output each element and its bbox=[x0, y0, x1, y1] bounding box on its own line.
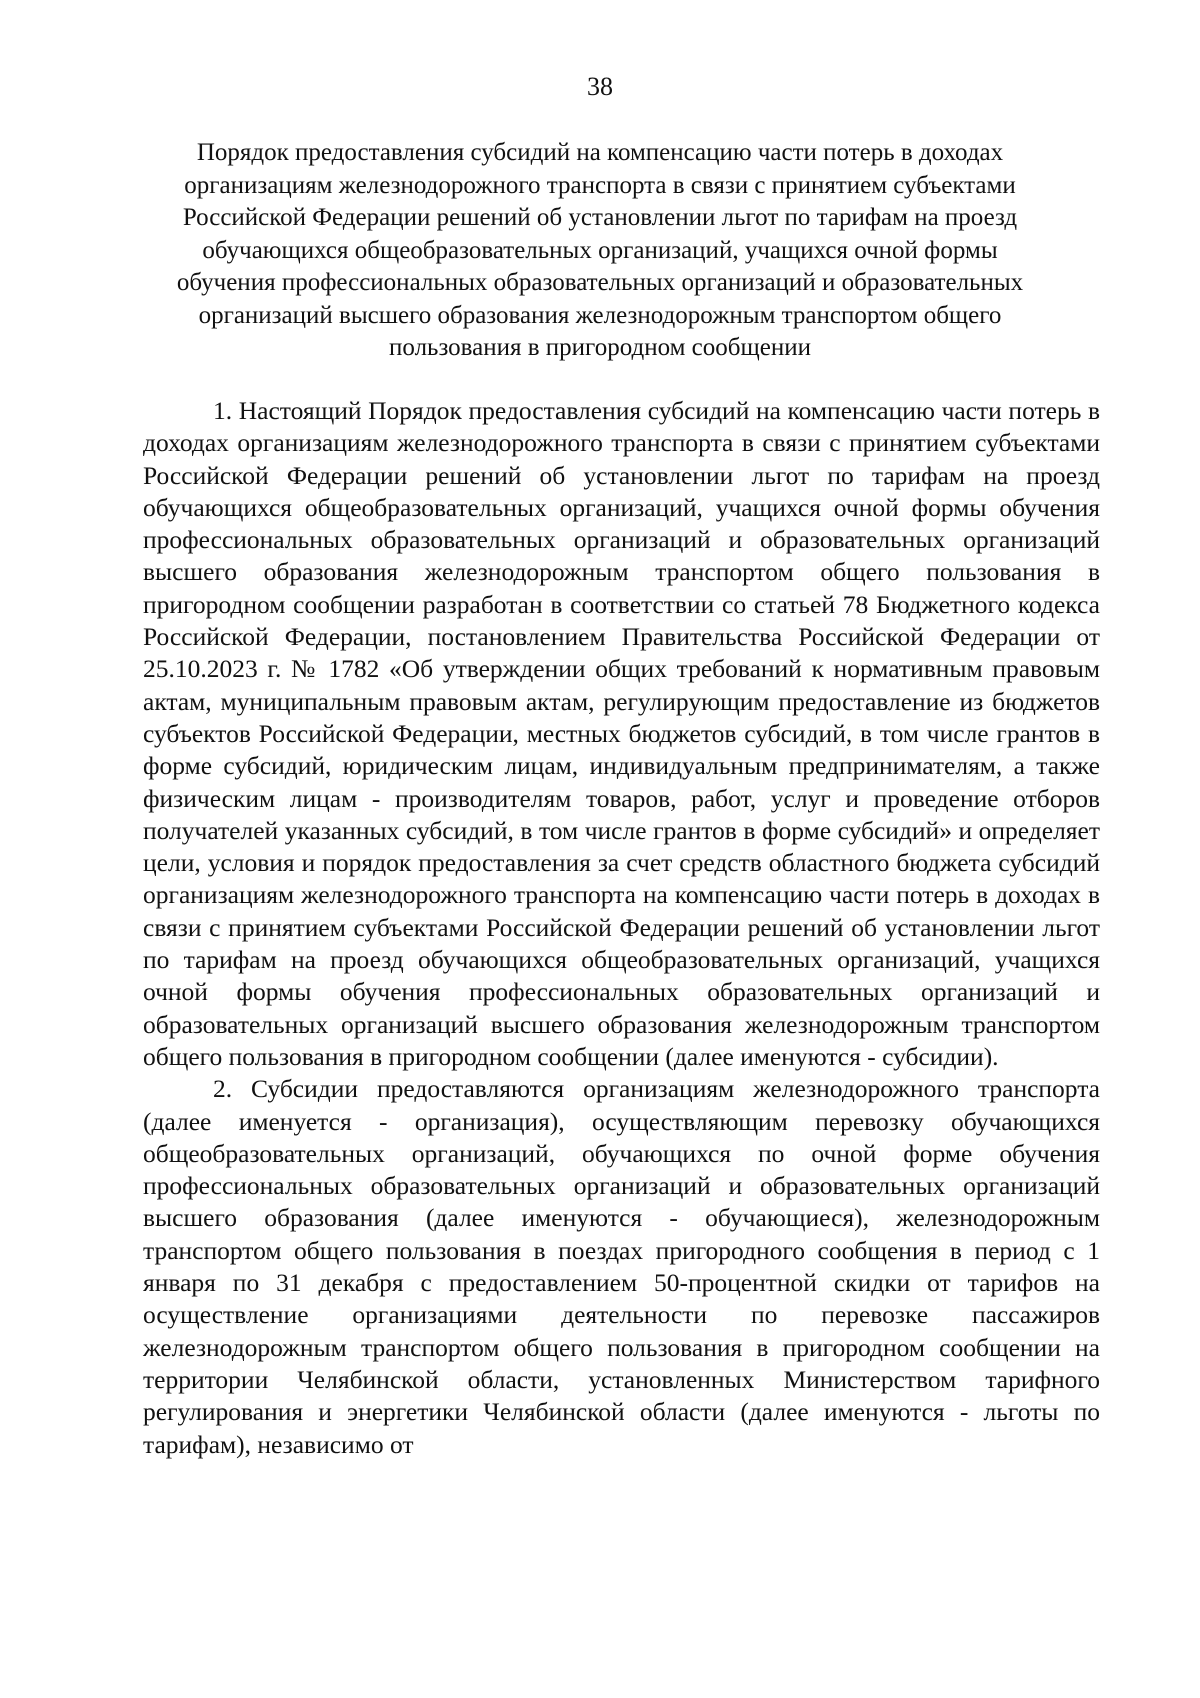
page-number: 38 bbox=[587, 72, 613, 101]
document-title: Порядок предоставления субсидий на компенсацию части потерь в доходах организациям железнодорожного транспорта в связи с принятием субъектами Российской Федерации решений об установлении льгот по тарифам на проезд обучающихся общеобразовательных организаций, учащихся очной формы обучения профессиональных образовательных организаций и образовательных организаций высшего образования железнодорожным транспортом общего пользования в пригородном сообщении bbox=[176, 139, 1024, 361]
paragraph-1: 1. Настоящий Порядок предоставления субсидий на компенсацию части потерь в доходах организациям железнодорожного транспорта в связи с принятием субъектами Российской Федерации решений об установлении льгот по тарифам на проезд обучающихся общеобразовательных организаций, учащихся очной формы обучения профессиональных образовательных организаций и образовательных организаций высшего образования железнодорожным транспортом общего пользования в пригородном сообщении разработан в соответствии со статьей 78 Бюджетного кодекса Российской Федерации, постановлением Правительства Российской Федерации от 25.10.2023 г. № 1782 «Об утверждении общих требований к нормативным правовым актам, муниципальным правовым актам, регулирующим предоставление из бюджетов субъектов Российской Федерации, местных бюджетов субсидий, в том числе грантов в форме субсидий, юридическим лицам, индивидуальным предпринимателям, а также физическим лицам - производителям товаров, работ, услуг и проведение отборов получателей указанных субсидий, в том числе грантов в форме субсидий» и определяет цели, условия и порядок предоставления за счет средств областного бюджета субсидий организациям железнодорожного транспорта на компенсацию части потерь в доходах в связи с принятием субъектами Российской Федерации решений об установлении льгот по тарифам на проезд обучающихся общеобразовательных организаций, учащихся очной формы обучения профессиональных образовательных организаций и образовательных организаций высшего образования железнодорожным транспортом общего пользования в пригородном сообщении (далее именуются - субсидии). bbox=[143, 396, 1100, 1071]
paragraph-2: 2. Субсидии предоставляются организациям железнодорожного транспорта (далее именуется - организация), осуществляющим перевозку обучающихся общеобразовательных организаций, обучающихся по очной форме обучения профессиональных образовательных организаций и образовательных организаций высшего образования (далее именуются - обучающиеся), железнодорожным транспортом общего пользования в поездах пригородного сообщения в период с 1 января по 31 декабря с предоставлением 50-процентной скидки от тарифов на осуществление организациями деятельности по перевозке пассажиров железнодорожным транспортом общего пользования в пригородном сообщении на территории Челябинской области, установленных Министерством тарифного регулирования и энергетики Челябинской области (далее именуются - льготы по тарифам), независимо от bbox=[143, 1074, 1100, 1459]
document-body bbox=[143, 395, 1100, 1461]
